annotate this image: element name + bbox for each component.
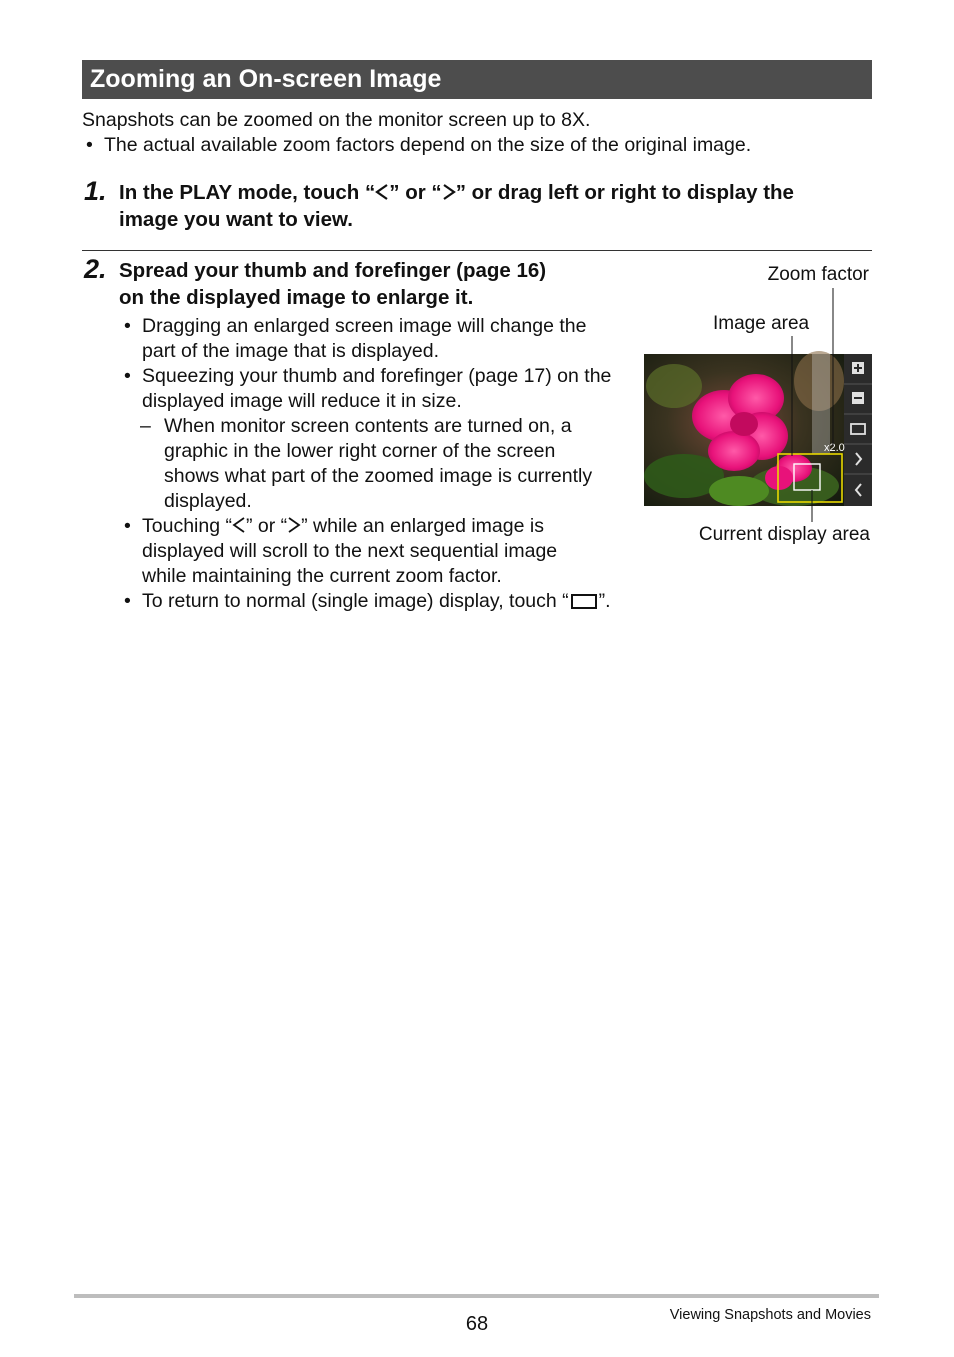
list-item: • Squeezing your thumb and forefinger (page 17) on the displayed image will reduce it in size. — [120, 364, 612, 414]
image-area-label: Image area — [713, 313, 810, 334]
side-toolbar — [844, 354, 872, 506]
chevron-right-icon — [442, 183, 456, 201]
step-2-number: 2. — [84, 254, 107, 284]
chevron-left-icon — [232, 516, 246, 534]
intro-line: Snapshots can be zoomed on the monitor screen up to 8X. — [82, 109, 591, 131]
step-2-line-2: on the displayed image to enlarge it. — [119, 286, 474, 309]
list-item-text-c: ” while an enlarged image is displayed will scroll to the next sequential image while maintaining the current zoom factor. — [142, 515, 558, 587]
step-2-text — [119, 257, 639, 311]
step-1-text — [119, 179, 879, 233]
list-item-text-a: Touching “ — [142, 515, 232, 537]
chapter-title: Viewing Snapshots and Movies — [669, 1307, 871, 1323]
step-1-text-d: image you want to view. — [119, 208, 353, 231]
intro — [82, 108, 872, 158]
step-1-number: 1. — [84, 176, 107, 206]
section-title: Zooming an On-screen Image — [82, 60, 872, 99]
step-2-list — [120, 314, 650, 614]
chevron-right-icon — [287, 516, 301, 534]
page-number: 68 — [465, 1313, 489, 1335]
zoom-out-icon[interactable] — [852, 392, 864, 404]
list-item — [120, 514, 602, 589]
current-display-area-label: Current display area — [698, 524, 870, 545]
zoom-screen-figure — [644, 286, 874, 522]
zoom-factor-readout: x2.0 — [824, 442, 845, 454]
list-item-text-b: ” or “ — [245, 515, 288, 537]
list-item — [120, 589, 682, 614]
list-item: • Dragging an enlarged screen image will change the part of the image that is displayed. — [120, 314, 612, 364]
zoom-factor-label: Zoom factor — [767, 264, 869, 285]
single-image-icon — [571, 594, 597, 609]
list-subitem: – When monitor screen contents are turned on, a graphic in the lower right corner of the screen shows what part of the zoomed image is currently displayed. — [120, 414, 604, 514]
list-item-text-a: To return to normal (single image) display, touch “ — [142, 590, 569, 612]
list-item-text-b: ”. — [598, 590, 611, 612]
intro-bullet: • The actual available zoom factors depend on the size of the original image. — [82, 133, 872, 158]
step-1-text-a: In the PLAY mode, touch “ — [119, 181, 376, 204]
step-2-line-1: Spread your thumb and forefinger (page 16) — [119, 259, 547, 282]
footer-rule — [74, 1294, 879, 1298]
step-1-text-c: ” or drag left or right to display the — [455, 181, 794, 204]
zoom-in-icon[interactable] — [852, 362, 864, 374]
divider — [82, 250, 872, 251]
chevron-left-icon — [375, 183, 389, 201]
step-1-text-b: ” or “ — [389, 181, 442, 204]
